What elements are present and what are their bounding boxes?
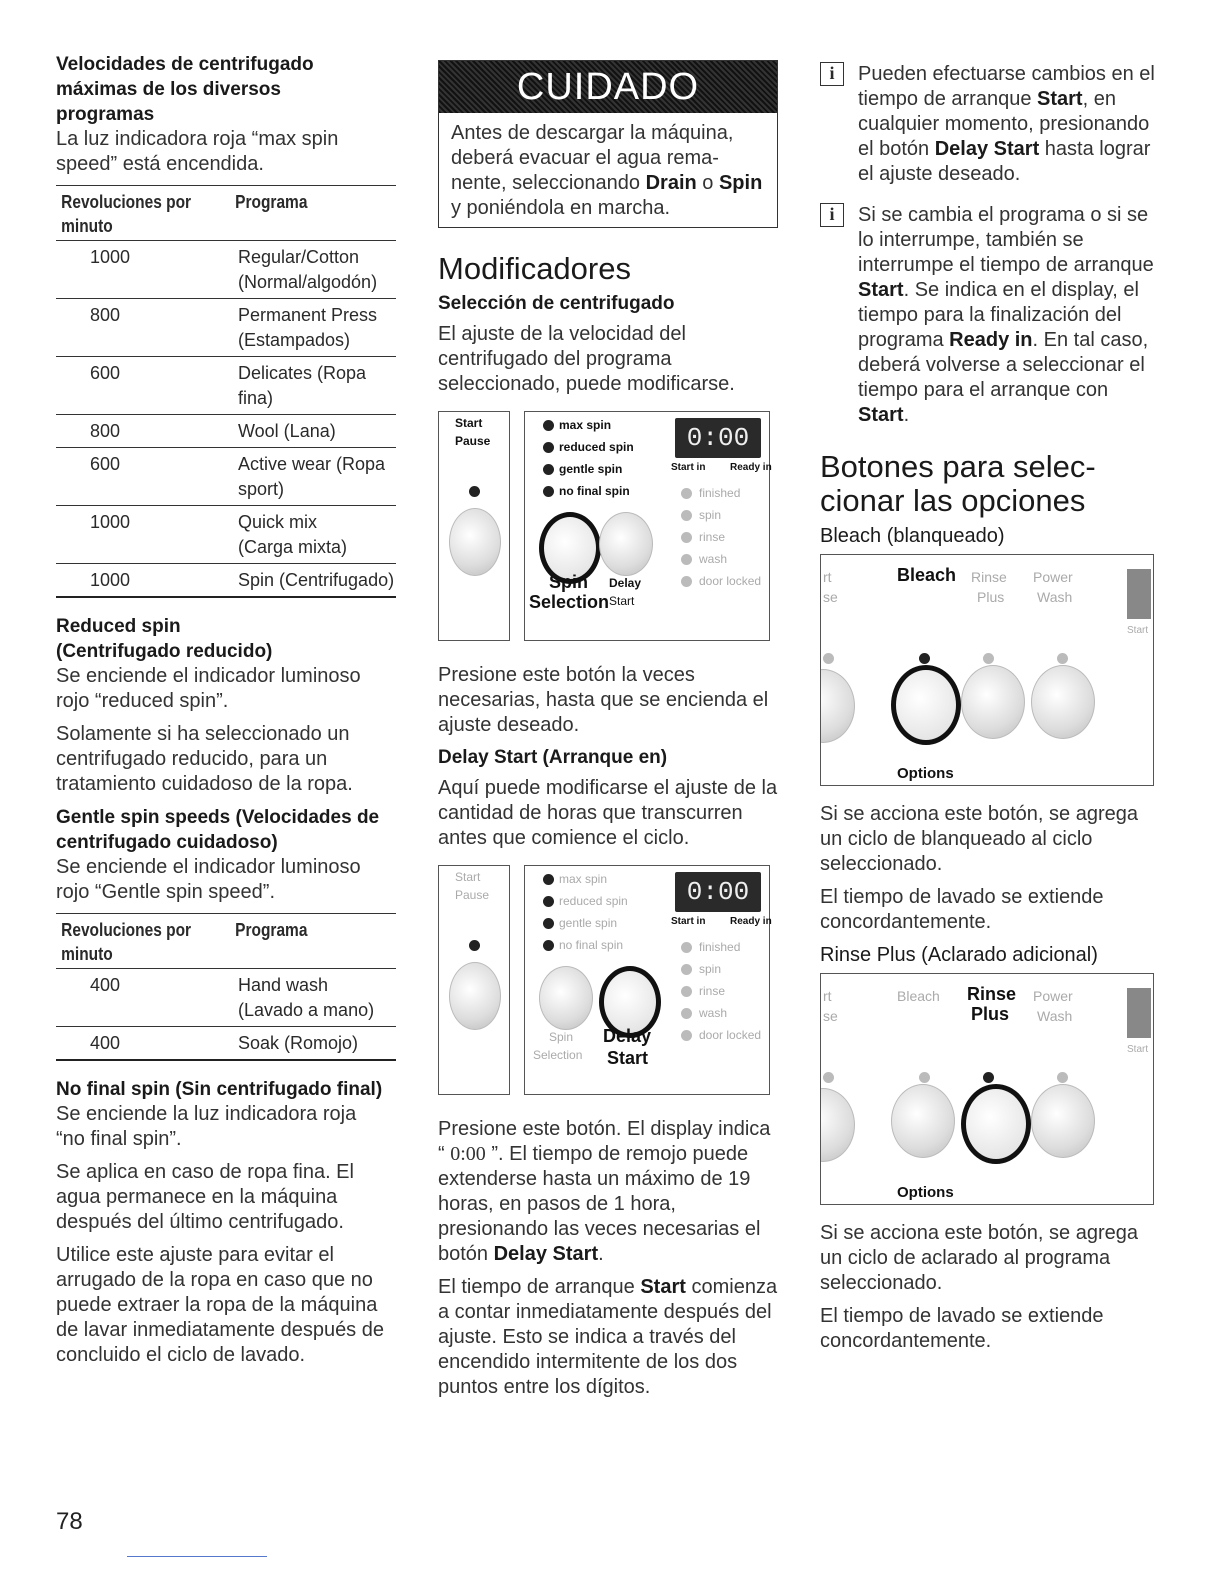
rinse-status-dot — [681, 532, 692, 543]
text-spin-selection: El ajuste de la velocidad del centrifugado del programa seleccionado, puede modificarse. — [438, 323, 735, 395]
control-panel-spin — [438, 411, 778, 643]
delay-start-knob[interactable] — [599, 512, 653, 576]
bleach-knob[interactable] — [891, 665, 961, 745]
bleach-label-2: Bleach — [897, 988, 940, 1004]
start-in-label: Start in — [671, 462, 706, 473]
plus-label-2: Plus — [971, 1004, 1010, 1024]
rinse-label-2: Rinse — [967, 984, 1017, 1004]
door-locked-dot — [681, 576, 692, 587]
gentle-spin-label-2: gentle spin — [559, 916, 618, 930]
note2-e: . — [903, 404, 910, 426]
start-label-big: Start — [607, 1048, 649, 1068]
column-left — [56, 52, 396, 1376]
indicator-dot — [469, 486, 480, 497]
table2-head-program: Programa — [230, 914, 373, 969]
note1-b1: Start — [1037, 88, 1083, 110]
wash-status-dot — [681, 554, 692, 565]
rinse-status-label-2: rinse — [699, 984, 726, 998]
reduced-spin-label: reduced spin — [559, 440, 634, 454]
bleach-dot — [919, 653, 930, 664]
text-delay-start: Aquí puede modificarse el ajuste de la cantidad de horas que transcurren antes que comience el ciclo. — [438, 777, 778, 849]
rpm-cell: 800 — [56, 415, 230, 448]
heading-no-final-spin: No final spin (Sin centrifugado final) — [56, 1079, 383, 1100]
start-pause-knob-2[interactable] — [449, 962, 501, 1030]
no-final-spin-label: no final spin — [559, 484, 630, 498]
max-spin-label-2: max spin — [559, 872, 608, 886]
start-text-bold: Start — [640, 1276, 686, 1298]
text-rinse: Si se acciona este botón, se agrega un ciclo de aclarado al programa seleccionado. — [820, 1222, 1138, 1294]
text-press-delay — [438, 1117, 778, 1267]
options-panel-bleach — [820, 554, 1160, 786]
column-middle — [438, 56, 778, 1408]
program-cell — [230, 299, 396, 357]
door-locked-label: door locked — [699, 574, 762, 588]
text-rinse-2: El tiempo de lavado se extiende concordantemente. — [820, 1305, 1104, 1352]
spin-status-dot-2 — [681, 964, 692, 975]
note2-b2: Ready in — [949, 329, 1033, 351]
wash-status-label: wash — [699, 552, 728, 566]
table-row — [56, 1027, 396, 1061]
start-pause-area — [438, 411, 510, 641]
program-cell — [230, 969, 396, 1027]
rpm-cell: 600 — [56, 357, 230, 415]
no-final-spin-dot — [543, 486, 554, 497]
text-no-final-spin-2: Se aplica en caso de ropa fina. El agua permanece en la máquina después del último centrifugado. — [56, 1161, 354, 1233]
spin-status-dot — [681, 510, 692, 521]
start-text-1: El tiempo de arranque — [438, 1276, 641, 1298]
table-row — [56, 299, 396, 357]
note2-c: . Se indica en el display, el tiempo para la finalización del programa — [858, 279, 1139, 351]
rinse-plus-knob[interactable] — [961, 665, 1025, 739]
power-label: Power — [1033, 569, 1073, 585]
spin-delay-area — [524, 411, 770, 641]
heading-reduced-spin: Reduced spin (Centrifugado reducido) — [56, 616, 273, 662]
power-dot-2 — [1057, 1072, 1068, 1083]
power-label-2: Power — [1033, 988, 1073, 1004]
program-name-alt: sport) — [238, 479, 285, 499]
program-cell — [230, 241, 396, 299]
program-name-alt: (Normal/algodón) — [238, 272, 378, 292]
spin-status-label: spin — [699, 508, 722, 522]
subheading-rinse-plus: Rinse Plus (Aclarado adicional) — [820, 944, 1098, 966]
program-name-alt: (Carga mixta) — [238, 537, 348, 557]
rpm-cell: 400 — [56, 1027, 230, 1061]
text-no-final-spin-3: Utilice este ajuste para evitar el arrugado de la ropa en caso que no puede extraer la ropa de la máquina de lavar inmediatamente después de concluido el ciclo de lavado. — [56, 1244, 384, 1366]
rpm-cell: 1000 — [56, 241, 230, 299]
program-cell — [230, 415, 396, 448]
program-cell — [230, 448, 396, 506]
text-reduced-spin: Se enciende el indicador luminoso rojo “reduced spin”. — [56, 665, 361, 712]
no-final-spin-dot-2 — [543, 940, 554, 951]
caution-spin: Spin — [718, 172, 763, 194]
program-cell — [230, 564, 396, 598]
wash-label: Wash — [1037, 589, 1073, 605]
caution-drain: Drain — [645, 172, 697, 194]
info-icon: i — [820, 203, 844, 227]
table-row — [56, 415, 396, 448]
rinse-dot — [983, 653, 994, 664]
control-panel-delay — [438, 865, 778, 1097]
program-name: Spin (Centrifugado) — [238, 570, 395, 590]
caution-text-2: o — [696, 172, 719, 194]
press2-button: Delay Start — [493, 1243, 599, 1265]
start-pause-knob[interactable] — [449, 508, 501, 576]
rinse-panel-box — [820, 973, 1154, 1205]
footer-line — [127, 1556, 267, 1557]
text-bleach: Si se acciona este botón, se agrega un ciclo de blanqueado al ciclo seleccionado. — [820, 803, 1138, 875]
program-name: Active wear (Ropa — [238, 454, 386, 474]
note1-c: , en cualquier momento, presionando el botón — [858, 88, 1150, 160]
rinse-status-label: rinse — [699, 530, 726, 544]
dot-a — [823, 653, 834, 664]
finished-label: finished — [699, 486, 741, 500]
text-bleach-2: El tiempo de lavado se extiende concordantemente. — [820, 886, 1104, 933]
table-row — [56, 241, 396, 299]
wash-label-2: Wash — [1037, 1008, 1073, 1024]
program-name: Quick mix — [238, 512, 318, 532]
program-name-alt: (Estampados) — [238, 330, 351, 350]
table-row — [56, 448, 396, 506]
caution-box — [438, 60, 778, 228]
se-label: se — [823, 589, 838, 605]
rpm-cell: 400 — [56, 969, 230, 1027]
press2-b: ”. El tiempo de remojo puede extenderse hasta un máximo de 19 horas, en pasos de 1 hora, presionando las veces necesarias el botón — [438, 1143, 761, 1265]
page-number: 78 — [56, 1508, 83, 1535]
press2-a: Presione este botón. El display indica “ — [438, 1118, 771, 1165]
note-1 — [820, 62, 1160, 187]
note-2-text — [858, 203, 1160, 428]
text-reduced-spin-2: Solamente si ha seleccionado un centrifugado reducido, para un tratamiento cuidadoso de la ropa. — [56, 723, 353, 795]
program-cell — [230, 1027, 396, 1061]
subheading-spin-selection: Selección de centrifugado — [438, 293, 675, 314]
door-locked-label-2: door locked — [699, 1028, 762, 1042]
dot-b — [823, 1072, 834, 1083]
spin-table-1 — [56, 185, 396, 598]
program-cell — [230, 506, 396, 564]
note2-a: Si se cambia el programa o si se lo interrumpe, también se interrumpe el tiempo de arranque — [858, 204, 1154, 276]
bleach-label: Bleach — [897, 565, 957, 585]
finished-label-2: finished — [699, 940, 741, 954]
rt-label-2: rt — [823, 988, 832, 1004]
text-no-final-spin: Se enciende la luz indicadora roja “no final spin”. — [56, 1103, 357, 1150]
bleach-dot-2 — [919, 1072, 930, 1083]
se-label-2: se — [823, 1008, 838, 1024]
ready-in-label-2: Ready in — [730, 916, 772, 927]
plus-label: Plus — [977, 589, 1005, 605]
program-name: Permanent Press — [238, 305, 378, 325]
finished-dot — [681, 488, 692, 499]
power-wash-knob-2[interactable] — [1031, 1084, 1095, 1158]
gentle-spin-dot-2 — [543, 918, 554, 929]
start-text-2: comienza a contar inmediatamente después del ajuste. Esto se indica a través del encendido intermitente de los dos puntos entre los dígitos. — [438, 1276, 778, 1398]
reduced-spin-label-2: reduced spin — [559, 894, 628, 908]
caution-title: CUIDADO — [439, 61, 777, 113]
rpm-cell: 800 — [56, 299, 230, 357]
program-name: Soak (Romojo) — [238, 1033, 359, 1053]
start-small-label: Start — [609, 594, 635, 608]
time-display-2: 0:00 — [675, 872, 761, 912]
note1-b2: Delay Start — [934, 138, 1040, 160]
table2-head-rpm: Revoluciones por minuto — [56, 914, 206, 969]
gentle-spin-dot — [543, 464, 554, 475]
door-locked-dot-2 — [681, 1030, 692, 1041]
column-right — [820, 62, 1160, 1362]
power-wash-knob[interactable] — [1031, 665, 1095, 739]
options-panel-rinse — [820, 973, 1160, 1205]
caution-text-3: y poniéndola en marcha. — [451, 197, 671, 219]
finished-dot-2 — [681, 942, 692, 953]
time-display: 0:00 — [675, 418, 761, 458]
display-edge-2 — [1127, 988, 1151, 1038]
delay-label-2: Delay — [603, 1026, 652, 1046]
program-name: Regular/Cotton — [238, 247, 360, 267]
indicator-dot-2 — [469, 940, 480, 951]
selection-label: Selection — [529, 592, 610, 612]
program-name: Hand wash — [238, 975, 329, 995]
text-max-spin: La luz indicadora roja “max spin speed” está encendida. — [56, 128, 339, 175]
spin-table-2 — [56, 913, 396, 1061]
spin-label: Spin — [549, 572, 588, 592]
pause-label: Pause — [455, 434, 491, 448]
rinse-label: Rinse — [971, 569, 1007, 585]
rpm-cell: 600 — [56, 448, 230, 506]
no-final-spin-label-2: no final spin — [559, 938, 624, 952]
start-label: Start — [455, 416, 483, 430]
text-gentle-spin: Se enciende el indicador luminoso rojo “Gentle spin speed”. — [56, 856, 361, 903]
bleach-knob-2[interactable] — [891, 1084, 955, 1158]
note-1-text — [858, 62, 1160, 187]
note2-d: . En tal caso, deberá volverse a seleccionar el tiempo para el arranque con — [858, 329, 1149, 401]
text-start-time — [438, 1275, 778, 1400]
heading-max-spin: Velocidades de centrifugado máximas de los diversos programas — [56, 54, 314, 125]
table-row — [56, 506, 396, 564]
program-name: Delicates (Ropa fina) — [238, 363, 367, 408]
reduced-spin-dot — [543, 442, 554, 453]
program-name-alt: (Lavado a mano) — [238, 1000, 375, 1020]
knob-left-2[interactable] — [820, 1088, 855, 1162]
wash-status-dot-2 — [681, 1008, 692, 1019]
note1-d: hasta lograr el ajuste deseado. — [858, 138, 1151, 185]
delay-label: Delay — [609, 576, 642, 590]
gentle-spin-label: gentle spin — [559, 462, 623, 476]
caution-text-1: Antes de descargar la máquina, deberá evacuar el agua rema- nente, seleccionando — [451, 122, 734, 194]
spin-status-label-2: spin — [699, 962, 722, 976]
note2-b1: Start — [858, 279, 904, 301]
table-row — [56, 969, 396, 1027]
ready-in-label: Ready in — [730, 462, 772, 473]
press2-c: . — [598, 1243, 604, 1265]
note-2 — [820, 203, 1160, 428]
program-name: Wool (Lana) — [238, 421, 336, 441]
max-spin-dot-2 — [543, 874, 554, 885]
knob-left[interactable] — [820, 669, 855, 743]
power-dot — [1057, 653, 1068, 664]
start-in-label-2: Start in — [671, 916, 706, 927]
program-cell — [230, 357, 396, 415]
heading-options: Botones para selec- cionar las opciones — [820, 449, 1096, 518]
info-icon: i — [820, 62, 844, 86]
rinse-plus-knob-2[interactable] — [961, 1084, 1031, 1164]
press2-value: 0:00 — [450, 1143, 486, 1165]
subheading-bleach: Bleach (blanqueado) — [820, 525, 1005, 547]
start-edge-label-2: Start — [1127, 1044, 1149, 1055]
options-label-2: Options — [897, 1184, 954, 1201]
subheading-delay-start: Delay Start (Arranque en) — [438, 747, 668, 768]
caution-text — [439, 113, 777, 227]
max-spin-dot — [543, 420, 554, 431]
table1-head-program: Programa — [230, 186, 373, 241]
pause-label-2: Pause — [455, 888, 490, 902]
rpm-cell: 1000 — [56, 564, 230, 598]
spin-selection-knob-2[interactable] — [539, 966, 593, 1030]
rinse-dot-2 — [983, 1072, 994, 1083]
display-edge — [1127, 569, 1151, 619]
table-row — [56, 357, 396, 415]
wash-status-label-2: wash — [699, 1006, 728, 1020]
rpm-cell: 1000 — [56, 506, 230, 564]
start-edge-label: Start — [1127, 625, 1149, 636]
table-row — [56, 564, 396, 598]
spin-label-2: Spin — [549, 1030, 574, 1044]
text-press-button: Presione este botón la veces necesarias, hasta que se encienda el ajuste deseado. — [438, 664, 769, 736]
note1-a: Pueden efectuarse cambios en el tiempo de arranque — [858, 63, 1155, 110]
rinse-status-dot-2 — [681, 986, 692, 997]
spin-delay-area-2 — [524, 865, 770, 1095]
selection-label-2: Selection — [533, 1048, 583, 1062]
table1-head-rpm: Revoluciones por minuto — [56, 186, 206, 241]
bleach-panel-box — [820, 554, 1154, 786]
rt-label: rt — [823, 569, 832, 585]
start-pause-area-2 — [438, 865, 510, 1095]
options-label: Options — [897, 765, 954, 782]
heading-modificadores: Modificadores — [438, 251, 631, 286]
start-label-2: Start — [455, 870, 481, 884]
max-spin-label: max spin — [559, 418, 612, 432]
note2-b3: Start — [858, 404, 904, 426]
heading-gentle-spin: Gentle spin speeds (Velocidades de centrifugado cuidadoso) — [56, 807, 380, 853]
reduced-spin-dot-2 — [543, 896, 554, 907]
